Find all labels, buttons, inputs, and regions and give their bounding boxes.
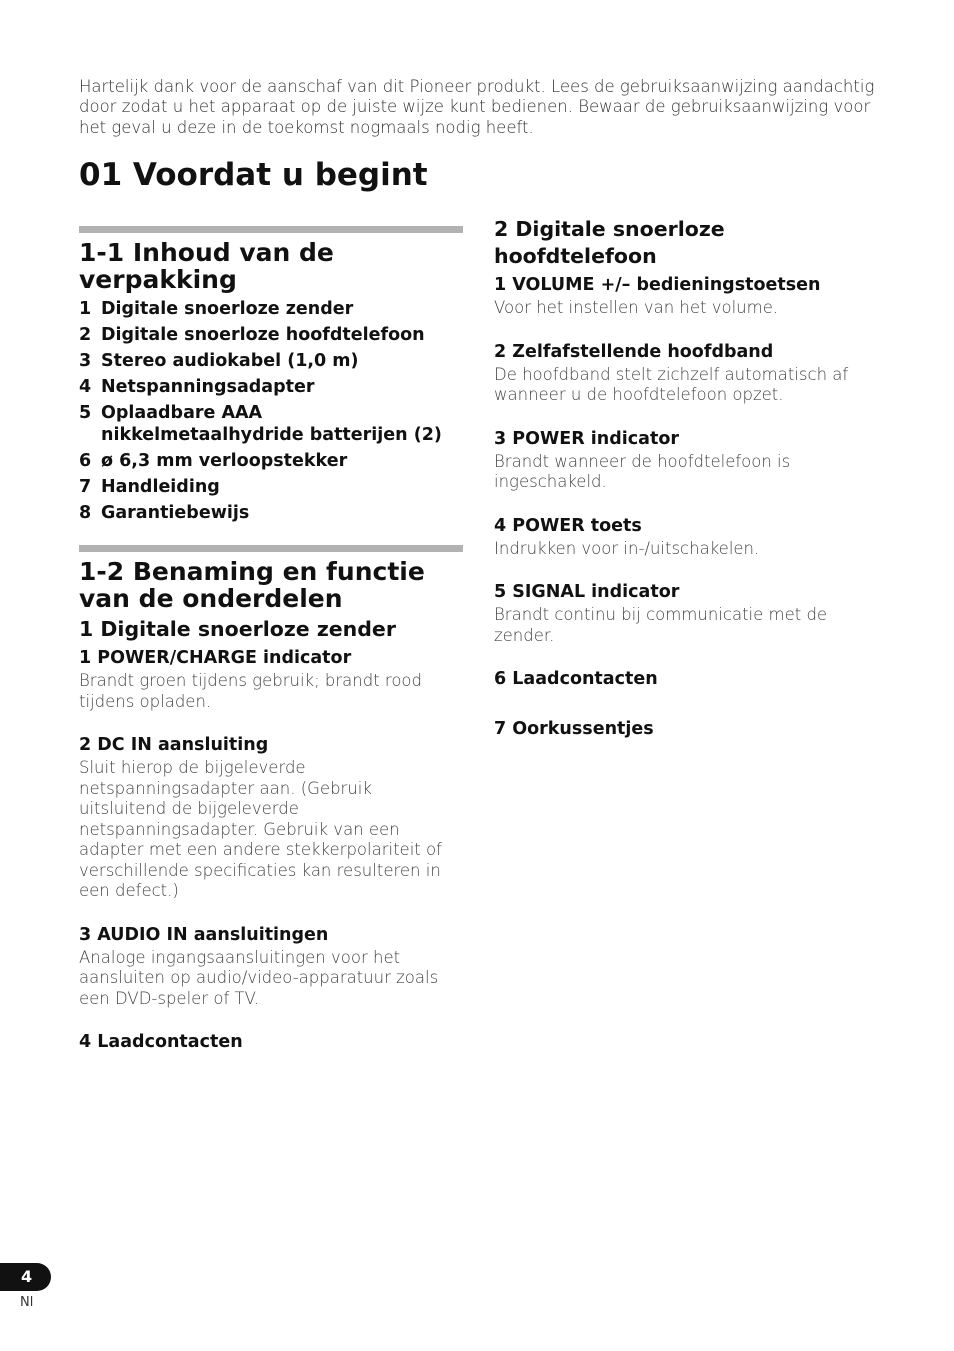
headphones-item <box>494 428 884 493</box>
list-item: 1 Digitale snoerloze zender <box>79 299 354 319</box>
item-description: Indrukken voor in-/uitschakelen. <box>494 538 760 558</box>
headphones-item <box>494 668 884 690</box>
section-title-contents: 1-1 Inhoud van de verpakking <box>79 238 334 294</box>
item-title: 2 Zelfafstellende hoofdband <box>494 341 774 362</box>
item-title: 3 POWER indicator <box>494 428 679 449</box>
section-divider <box>79 226 463 233</box>
list-item: 4 Netspanningsadapter <box>79 377 315 397</box>
item-description: Brandt wanneer de hoofdtelefoon is ingeschakeld. <box>494 451 791 491</box>
contents-list <box>79 299 463 524</box>
item-description: Brandt groen tijdens gebruik; brandt rood tijdens opladen. <box>79 671 422 711</box>
headphones-item <box>494 581 884 646</box>
chapter-title: 01 Voordat u begint <box>79 157 428 193</box>
subsection-title-transmitter: 1 Digitale snoerloze zender <box>79 617 396 641</box>
item-title: 4 POWER toets <box>494 515 642 536</box>
language-code: Nl <box>20 1295 34 1310</box>
item-title: 7 Oorkussentjes <box>494 719 654 739</box>
item-title: 1 POWER/CHARGE indicator <box>79 648 352 668</box>
item-title: 3 AUDIO IN aansluitingen <box>79 924 329 945</box>
intro-paragraph: Hartelijk dank voor de aanschaf van dit Pioneer produkt. Lees de gebruiksaanwijzing aandachtig door zodat u het apparaat op de juiste wijze kunt bedienen. Bewaar de gebruiksaanwijzing voor het geval u deze in de toekomst nogmaals nodig heeft. <box>79 76 875 137</box>
list-item: 5 Oplaadbare AAA nikkelmetaalhydride batterijen (2) <box>79 403 442 445</box>
right-column <box>494 216 884 762</box>
list-item: 3 Stereo audiokabel (1,0 m) <box>79 351 359 371</box>
item-description: Voor het instellen van het volume. <box>494 298 779 317</box>
item-title: 5 SIGNAL indicator <box>494 582 680 602</box>
left-column <box>79 226 463 1075</box>
item-title: 1 VOLUME +/– bedieningstoetsen <box>494 275 821 295</box>
transmitter-item <box>79 734 463 902</box>
transmitter-item <box>79 647 463 712</box>
subsection-title-headphones: 2 Digitale snoerloze hoofdtelefoon <box>494 217 725 268</box>
list-item: 7 Handleiding <box>79 476 220 497</box>
section-title-parts: 1-2 Benaming en functie van de onderdelen <box>79 557 425 613</box>
item-description: Sluit hierop de bijgeleverde netspanningsadapter aan. (Gebruik uitsluitend de bijgeleverde netspanningsadapter. Gebruik van een adapter met een andere stekkerpolariteit of verschillende specificaties kan resulteren in een defect.) <box>79 758 442 900</box>
list-item: 6 ø 6,3 mm verloopstekker <box>79 450 348 471</box>
transmitter-item <box>79 924 463 1010</box>
page-number: 4 <box>0 1263 51 1291</box>
headphones-item <box>494 341 884 406</box>
list-item: 8 Garantiebewijs <box>79 502 250 523</box>
item-title: 4 Laadcontacten <box>79 1032 243 1052</box>
headphones-item <box>494 274 884 319</box>
headphones-item <box>494 718 884 740</box>
headphones-item <box>494 515 884 560</box>
section-divider <box>79 545 463 552</box>
item-description: De hoofdband stelt zichzelf automatisch af wanneer u de hoofdtelefoon opzet. <box>494 364 849 404</box>
item-description: Analoge ingangsaansluitingen voor het aansluiten op audio/video-apparatuur zoals een DVD-speler of TV. <box>79 947 439 1008</box>
item-title: 2 DC IN aansluiting <box>79 735 269 755</box>
item-title: 6 Laadcontacten <box>494 669 658 689</box>
list-item: 2 Digitale snoerloze hoofdtelefoon <box>79 325 425 345</box>
item-description: Brandt continu bij communicatie met de zender. <box>494 605 828 645</box>
transmitter-item <box>79 1031 463 1053</box>
